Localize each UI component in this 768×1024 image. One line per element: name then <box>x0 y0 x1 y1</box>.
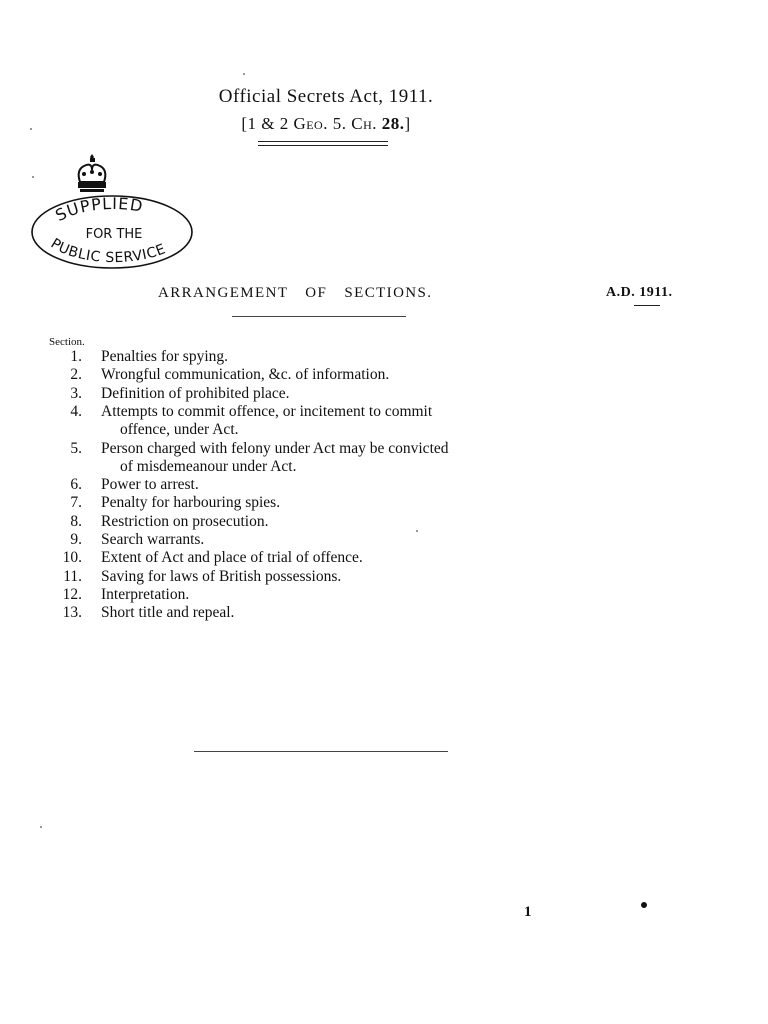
section-title: Power to arrest. <box>101 476 199 494</box>
section-title-continuation <box>0 421 768 439</box>
section-title: Definition of prohibited place. <box>101 384 290 402</box>
citation-mid: 5. <box>327 114 352 133</box>
title-rule-double <box>258 145 388 146</box>
section-title: Interpretation. <box>101 585 190 603</box>
section-number: 5. <box>70 439 82 457</box>
margin-year-rule <box>634 305 660 306</box>
section-number: 2. <box>70 366 82 384</box>
section-item <box>0 494 768 512</box>
section-title: Extent of Act and place of trial of offence. <box>101 549 363 567</box>
citation-num: 28. <box>377 114 405 133</box>
citation-ch: Ch. <box>351 114 377 133</box>
section-title: Search warrants. <box>101 531 205 548</box>
stamp-bottom-text: PUBLIC SERVICE <box>47 235 169 267</box>
chapter-citation <box>0 114 652 134</box>
page-number: 1 <box>524 904 532 920</box>
public-service-stamp <box>28 152 198 272</box>
section-title: Wrongful communication, &c. of information. <box>101 366 390 384</box>
section-number: 8. <box>70 512 82 530</box>
section-title: Short title and repeal. <box>101 604 235 622</box>
citation-prefix: [1 & 2 <box>241 114 294 133</box>
document-title: Official Secrets Act, 1911. <box>218 86 434 107</box>
section-number: 4. <box>70 402 82 420</box>
citation-suffix: ] <box>404 114 411 133</box>
ink-speck <box>32 176 34 178</box>
title-rule <box>258 141 388 142</box>
ink-dot <box>641 902 647 908</box>
section-title: Person charged with felony under Act may be convicted <box>101 439 449 457</box>
section-number: 12. <box>62 585 82 603</box>
section-item <box>0 549 768 567</box>
stamp-middle-text: FOR THE <box>85 227 143 242</box>
section-number: 11. <box>63 567 82 585</box>
ink-speck <box>40 826 42 828</box>
section-item <box>0 513 768 531</box>
section-item <box>0 403 768 421</box>
section-number: 13. <box>62 604 82 622</box>
citation-geo: Geo. <box>293 114 328 133</box>
section-item <box>0 586 768 604</box>
section-item <box>0 531 768 549</box>
end-rule <box>194 751 448 752</box>
section-number: 10. <box>62 549 82 567</box>
section-item <box>0 440 768 458</box>
section-number: 3. <box>70 384 82 402</box>
section-number: 9. <box>70 531 82 548</box>
section-item <box>0 476 768 494</box>
arrangement-heading: ARRANGEMENT OF SECTIONS. <box>158 285 433 301</box>
section-item <box>0 366 768 384</box>
section-item <box>0 568 768 586</box>
section-title: Attempts to commit offence, or incitement to commit <box>101 402 433 420</box>
section-item <box>0 348 768 366</box>
section-number: 1. <box>70 348 82 365</box>
section-number: 7. <box>70 494 82 512</box>
stamp-top-text: SUPPLIED <box>52 193 145 226</box>
section-title: Penalty for harbouring spies. <box>101 494 281 512</box>
ink-speck <box>416 530 418 532</box>
ink-speck <box>30 128 32 130</box>
section-number: 6. <box>70 476 82 494</box>
section-item <box>0 604 768 622</box>
section-title: Saving for laws of British possessions. <box>101 567 342 585</box>
section-title: Restriction on prosecution. <box>101 512 269 530</box>
crown-icon <box>78 154 106 192</box>
ink-speck <box>243 73 245 75</box>
margin-year: A.D. 1911. <box>606 285 673 300</box>
heading-rule <box>232 316 406 317</box>
section-title-continued: of misdemeanour under Act. <box>120 457 297 475</box>
section-column-label: Section. <box>49 336 85 348</box>
section-item <box>0 385 768 403</box>
section-title-continuation <box>0 458 768 476</box>
section-title: Penalties for spying. <box>101 348 228 365</box>
section-title-continued: offence, under Act. <box>120 421 239 439</box>
